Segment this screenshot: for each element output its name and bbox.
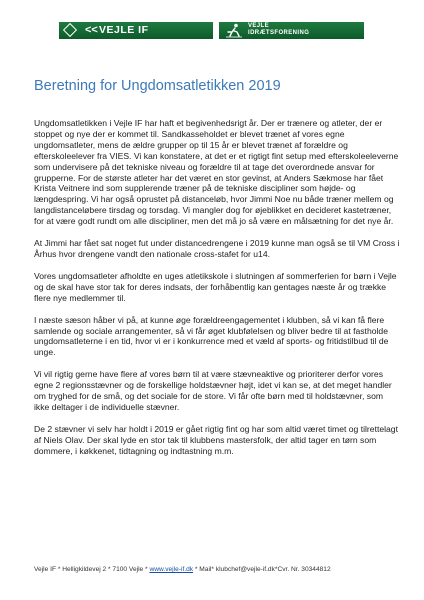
club-name: VEJLE IF (99, 24, 149, 36)
diamond-logo-icon (63, 23, 77, 37)
footer-contact: * Mail* klubchef@vejle-if.dk*Cvr. Nr. 30344812 (193, 566, 331, 573)
paragraph: Vores ungdomsatleter afholdte en uges atletikskole i slutningen af sommerferien for børn i Vejle og de skal have stor tak for deres indsats, der forhåbentlig kan gentages næste år og trække flere nye medlemmer til. (34, 270, 397, 303)
association-name-line2: IDRÆTSFORENING (248, 30, 310, 36)
footer (34, 566, 404, 574)
association-name-line1: VEJLE (248, 23, 270, 29)
footer-address: Vejle IF * Helligkildevej 2 * 7100 Vejle * (34, 566, 150, 573)
association-banner (219, 22, 364, 39)
paragraph: De 2 stævner vi selv har holdt i 2019 er gået rigtig fint og har som altid været timet og tilrettelagt af Niels Olav. Der skal lyde en stor tak til klubbens mastersfolk, der altid tager en tørn som dommere, i køkkenet, tidtagning og indtastning m.m. (34, 423, 398, 456)
paragraph: Vi vil rigtig gerne have flere af vores børn til at være stævneaktive og prioriterer derfor vores egne 2 regionsstævner og de forskellige holdstævner højt, idet vi kan se, at det meget handler om tryghed for de små, og det sociale for de store. Vi får ofte børn med til holdstævner, som ikke deltager i de individuelle stævner. (34, 369, 392, 412)
letterhead (0, 0, 424, 72)
paragraph: At Jimmi har fået sat noget fut under distancedrengene i 2019 kunne man også se til VM Cross i Århus hvor drengene vandt den nationale cross-stafet for u14. (34, 238, 400, 259)
runner-logo-icon (225, 23, 243, 38)
document-title: Beretning for Ungdomsatletikken 2019 (34, 78, 281, 94)
paragraph: I næste sæson håber vi på, at kunne øge forældreengagementet i klubben, så vi kan få flere samlende og sociale arrangementer, så vi får øget klubfølelsen og bliver bedre til at fastholde ungdomsatleterne i en tid, hvor vi er i konkurrence med et væld af sports- og fritidstilbud til de unge. (34, 314, 389, 358)
document-body (34, 118, 400, 468)
association-name (248, 23, 309, 37)
website-link[interactable]: www.vejle-if.dk (149, 566, 194, 573)
club-banner (59, 22, 213, 39)
paragraph: Ungdomsatletikken i Vejle IF har haft et begivenhedsrigt år. Der er trænere og atleter, der er stoppet og nye der er kommet til. Sandkasseholdet er blevet trænet af vores egne ungdomsatleter, mens de ældre grupper op til 15 år er blevet trænet af forældre og efterskoleelever fra VIES. Vi kan konstatere, at det er et rigtigt fint setup med efterskoleeleverne som undervisere på det tekniske niveau og forældre til at tage det overordnede ansvar for grupperne. For de største atleter har det været en stor gevinst, at Anders Sækmose har fået Krista Veitnere ind som supplerende træner på de tekniske discipliner som højde- og længdespring. Vi har også oprustet på distanceløb, hvor Jimmi Noe nu både træner mellem og langdistanceløbere tirsdag og torsdag. Vi mangler dog for øjeblikket en decideret kastetræner, for at være godt rundt om alle discipliner, men det må jo så være en målsætning for det nye år. (34, 118, 399, 227)
chevron-logo-icon: << (85, 24, 98, 36)
